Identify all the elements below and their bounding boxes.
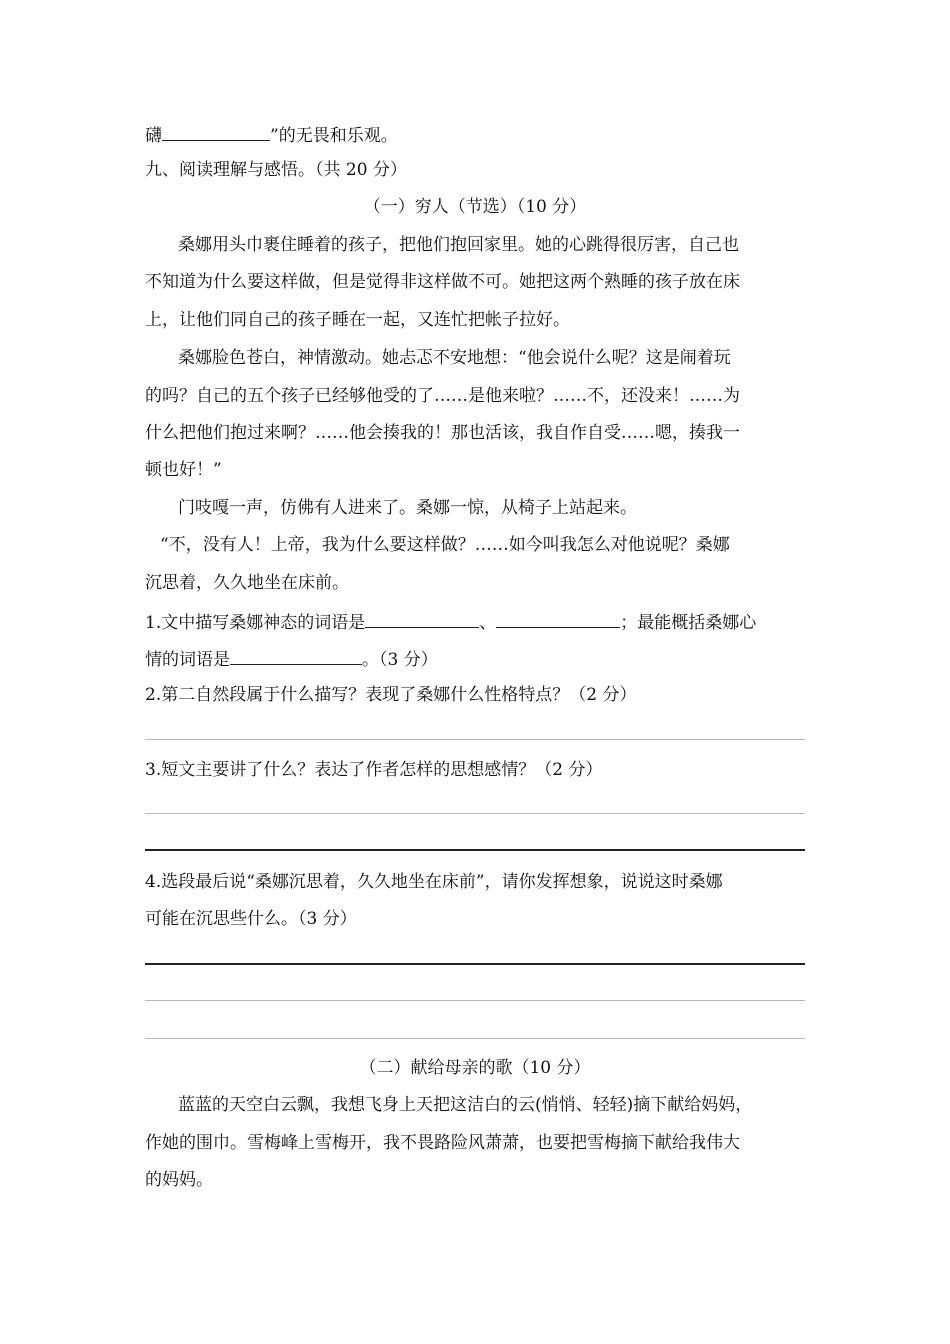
paragraph-line: 蓝蓝的天空白云飘，我想飞身上天把这洁白的云(悄悄、轻轻)摘下献给妈妈， (178, 1095, 753, 1115)
paragraph-line: 不知道为什么要这样做，但是觉得非这样做不可。她把这两个熟睡的孩子放在床 (145, 272, 740, 292)
paragraph-line: 作她的围巾。雪梅峰上雪梅开，我不畏路险风萧萧，也要把雪梅摘下献给我伟大 (145, 1133, 740, 1153)
answer-line[interactable] (145, 963, 805, 965)
text-fragment: 、 (479, 613, 497, 633)
paragraph-line: 桑娜用头巾裹住睡着的孩子，把他们抱回家里。她的心跳得很厉害，自己也 (178, 235, 739, 255)
question-4-line-2: 可能在沉思些什么。（3 分） (145, 909, 357, 929)
answer-blank[interactable] (496, 609, 620, 628)
paragraph-line: 的吗？自己的五个孩子已经够他受的了……是他来啦？……不，还没来！……为 (145, 386, 740, 406)
text-fragment: 情的词语是 (145, 650, 230, 670)
answer-line[interactable] (145, 739, 805, 740)
text-fragment: 礴 (145, 126, 162, 146)
paragraph-line: 上，让他们同自己的孩子睡在一起，又连忙把帐子拉好。 (145, 310, 570, 330)
answer-blank[interactable] (162, 122, 270, 141)
answer-blank[interactable] (365, 609, 479, 628)
passage-title-1: （一）穷人（节选）（10 分） (363, 197, 587, 217)
text-fragment: ”的无畏和乐观。 (270, 126, 398, 146)
question-3: 3.短文主要讲了什么？表达了作者怎样的思想感情？（2 分） (145, 760, 603, 780)
question-1-line-2 (145, 646, 438, 672)
answer-line[interactable] (145, 813, 805, 814)
paragraph-line: 顿也好！” (145, 460, 222, 480)
text-fragment: ；最能概括桑娜心 (620, 613, 757, 633)
paragraph-line: 门吱嘎一声，仿佛有人进来了。桑娜一惊，从椅子上站起来。 (178, 498, 637, 518)
text-line-1 (145, 122, 398, 148)
paragraph-line: 桑娜脸色苍白，神情激动。她忐忑不安地想：“他会说什么呢？这是闹着玩 (178, 348, 731, 368)
passage-title-2: （二）献给母亲的歌（10 分） (359, 1058, 591, 1078)
text-fragment: 1.文中描写桑娜神态的词语是 (145, 613, 366, 633)
section-heading-9: 九、阅读理解与感悟。（共 20 分） (145, 160, 407, 180)
answer-line[interactable] (145, 849, 805, 851)
question-1-line-1 (145, 609, 756, 635)
paragraph-line: 什么把他们抱过来啊？……他会揍我的！那也活该，我自作自受……嗯，揍我一 (145, 423, 740, 443)
question-4-line-1: 4.选段最后说“桑娜沉思着，久久地坐在床前”，请你发挥想象，说说这时桑娜 (145, 872, 723, 892)
paragraph-line: “不，没有人！上帝，我为什么要这样做？……如今叫我怎么对他说呢？桑娜 (160, 535, 730, 555)
text-fragment: 。（3 分） (362, 650, 438, 670)
paragraph-line: 沉思着，久久地坐在床前。 (145, 573, 349, 593)
answer-line[interactable] (145, 1038, 805, 1039)
paragraph-line: 的妈妈。 (145, 1170, 213, 1190)
answer-line[interactable] (145, 1000, 805, 1001)
answer-blank[interactable] (230, 646, 362, 665)
question-2: 2.第二自然段属于什么描写？表现了桑娜什么性格特点？（2 分） (145, 685, 637, 705)
